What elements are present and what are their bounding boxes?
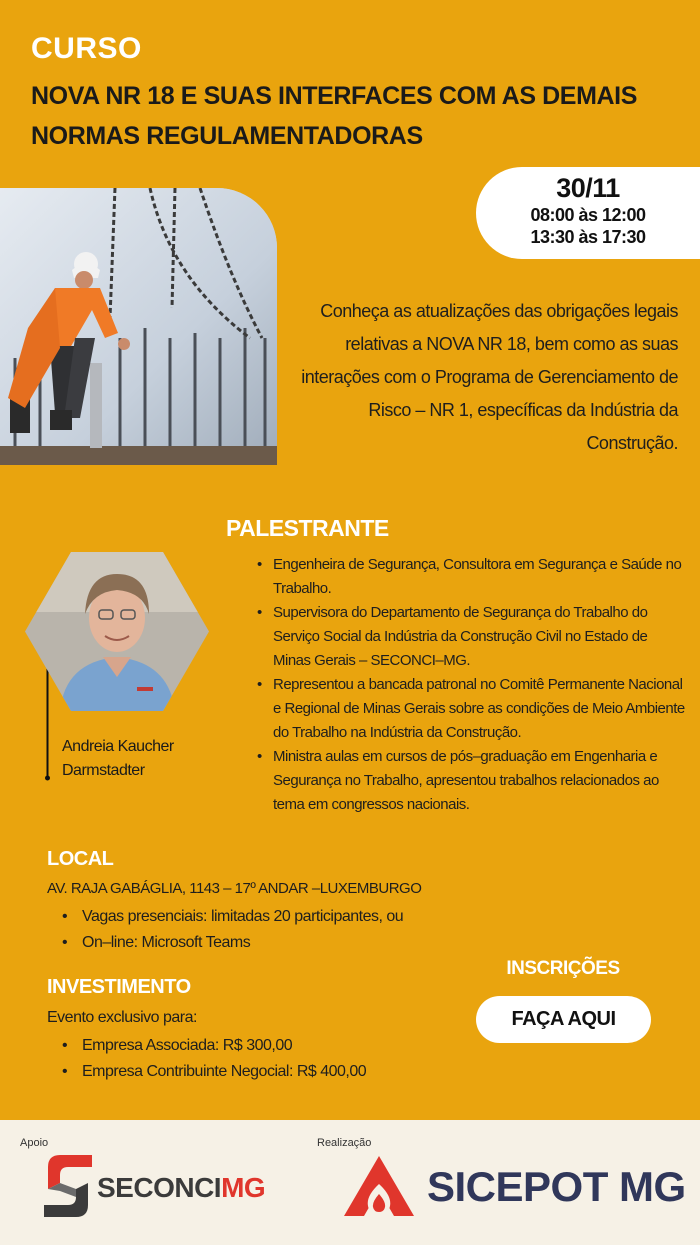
sicepot-logo-text: SICEPOT MG	[427, 1163, 686, 1210]
local-address: AV. RAJA GABÁGLIA, 1143 – 17º ANDAR –LUXEMBURGO	[47, 880, 422, 897]
date-badge	[476, 167, 700, 259]
bio-item: • Ministra aulas em cursos de pós–graduação em Engenharia e Segurança no Trabalho, apresentou trabalhos relacionados ao tema em congressos nacionais.	[257, 745, 687, 817]
list-item: • Empresa Associada: R$ 300,00	[62, 1033, 366, 1059]
organizer-label: Realização	[317, 1137, 372, 1149]
speaker-name: Andreia Kaucher Darmstadter	[62, 738, 174, 779]
bio-item: • Supervisora do Departamento de Segurança do Trabalho do Serviço Social da Indústria da Construção Civil no Estado de Minas Gerais – SECONCI–MG.	[257, 601, 687, 673]
speaker-heading: PALESTRANTE	[226, 515, 389, 541]
afternoon-time: 13:30 às 17:30	[530, 227, 646, 247]
course-description: Conheça as atualizações das obrigações legais relativas a NOVA NR 18, bem como as suas interações com o Programa de Gerenciamento de Risco – NR 1, específicas da Indústria da Construção.	[301, 301, 678, 453]
register-button[interactable]: FAÇA AQUI	[476, 996, 651, 1043]
seconci-logo-icon	[42, 1153, 94, 1219]
seconci-mg: MG	[221, 1172, 266, 1203]
bio-item: • Engenheira de Segurança, Consultora em Segurança e Saúde no Trabalho.	[257, 553, 687, 601]
seconci-logo-text	[97, 1172, 265, 1204]
speaker-bio-list	[257, 553, 687, 817]
seconci-wordmark: SECONCI	[97, 1172, 222, 1203]
construction-worker-photo	[0, 188, 277, 465]
local-list	[62, 904, 403, 956]
local-heading: LOCAL	[47, 848, 114, 870]
investment-heading: INVESTIMENTO	[47, 976, 191, 998]
registration-heading: INSCRIÇÕES	[506, 958, 620, 979]
course-label: CURSO	[31, 32, 142, 65]
sicepot-logo-icon	[342, 1154, 416, 1220]
list-item: • Empresa Contribuinte Negocial: R$ 400,00	[62, 1059, 366, 1085]
list-item: • On–line: Microsoft Teams	[62, 930, 403, 956]
investment-subtitle: Evento exclusivo para:	[47, 1009, 197, 1026]
support-label: Apoio	[20, 1137, 49, 1149]
event-date: 30/11	[556, 173, 620, 203]
list-item: • Vagas presenciais: limitadas 20 participantes, ou	[62, 904, 403, 930]
course-title: NOVA NR 18 E SUAS INTERFACES COM AS DEMAIS NORMAS REGULAMENTADORAS	[31, 82, 637, 150]
investment-list	[62, 1033, 366, 1085]
morning-time: 08:00 às 12:00	[530, 205, 646, 225]
speaker-photo	[25, 552, 209, 711]
bio-item: • Representou a bancada patronal no Comitê Permanente Nacional e Regional de Minas Gerais sobre as condições de Meio Ambiente do Trabalho na Indústria da Construção.	[257, 673, 687, 745]
